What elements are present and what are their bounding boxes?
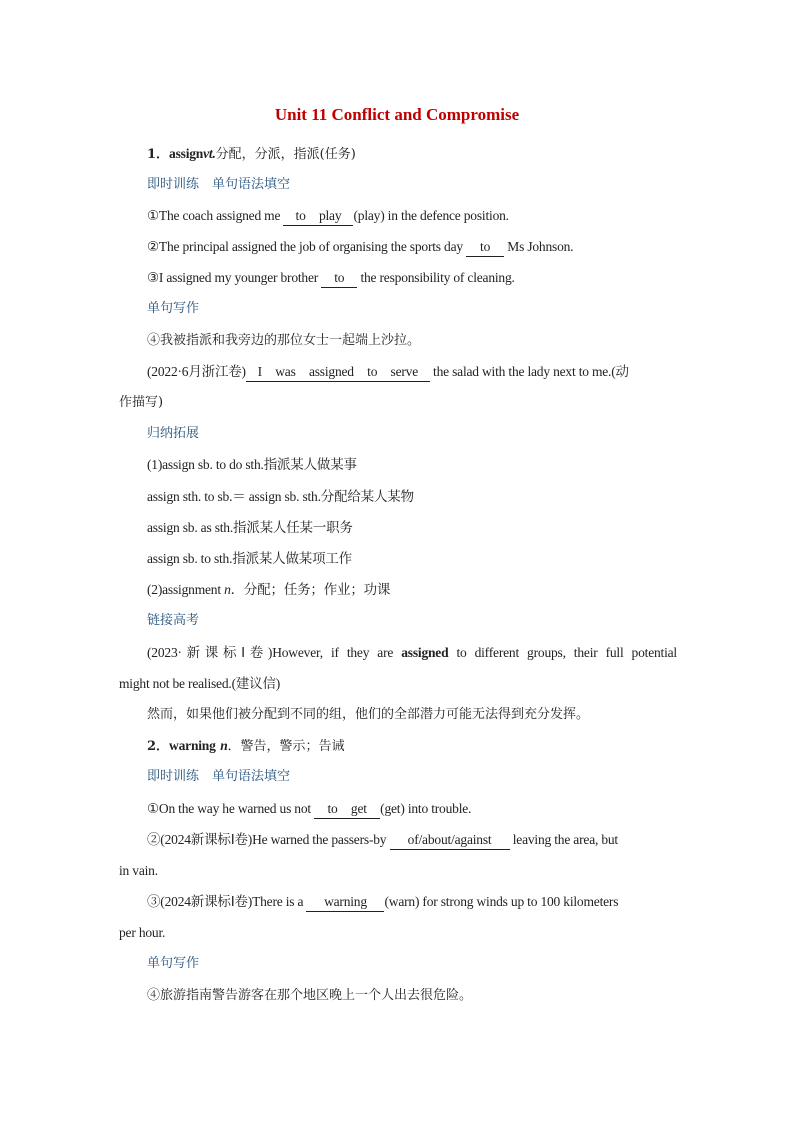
question-text: ①The coach assigned me <box>147 208 281 223</box>
answer-blank: to get <box>314 800 380 819</box>
question-text: (play) in the defence position. <box>353 208 509 223</box>
question-text: the responsibility of cleaning. <box>360 270 515 285</box>
question-2 <box>147 831 677 850</box>
example-text: (2023·新课标Ⅰ卷)However, if they are <box>147 645 394 660</box>
question-text: leaving the area, but <box>512 832 618 847</box>
question-2-continuation: in vain. <box>119 863 158 878</box>
writing-label: 单句写作 <box>147 956 200 971</box>
answer-blank: of/about/against <box>390 831 510 850</box>
summary-item: assign sb. as sth.指派某人任某一职务 <box>147 520 353 535</box>
answer-blank: I was assigned to serve <box>246 363 430 382</box>
answer-blank: to <box>321 269 357 288</box>
summary-item <box>147 581 677 599</box>
practice-label: 即时训练 单句语法填空 <box>147 769 291 784</box>
entry-number: 2． <box>147 739 170 754</box>
question-1 <box>147 207 677 226</box>
question-text: Ms Johnson. <box>507 239 574 254</box>
exam-example-continuation: might not be realised.(建议信) <box>119 676 281 691</box>
writing-label: 单句写作 <box>147 301 200 316</box>
answer-blank: to play <box>283 207 353 226</box>
practice-label: 即时训练 单句语法填空 <box>147 177 291 192</box>
question-2 <box>147 238 677 257</box>
question-text: ②(2024新课标Ⅰ卷)He warned the passers-by <box>147 832 387 847</box>
entry-pos: vt. <box>203 146 216 161</box>
summary-pos: n <box>224 582 231 597</box>
entry-definition: 分配，分派，指派(任务) <box>215 147 356 162</box>
entry-word: warning <box>169 738 216 753</box>
question-text: (warn) for strong winds up to 100 kilometers <box>384 894 619 909</box>
link-exam-label: 链接高考 <box>147 613 200 628</box>
question-text: ①On the way he warned us not <box>147 801 311 816</box>
entry-definition: ．警告，警示；告诫 <box>227 739 345 754</box>
question-text: ②The principal assigned the job of organising the sports day <box>147 239 463 254</box>
summary-item: assign sb. to sth.指派某人做某项工作 <box>147 551 352 566</box>
question-3-continuation: per hour. <box>119 925 166 940</box>
writing-answer-continuation: 作描写) <box>119 395 164 410</box>
entry-heading-assign <box>147 145 677 164</box>
answer-blank: warning <box>306 893 384 912</box>
entry-pos: n <box>220 738 228 753</box>
question-text: (get) into trouble. <box>380 801 472 816</box>
answer-blank: to <box>466 238 504 257</box>
entry-word: assign <box>169 146 204 161</box>
question-3 <box>147 893 677 912</box>
question-text: the salad with the lady next to me.(动 <box>433 364 629 379</box>
summary-item: (1)assign sb. to do sth.指派某人做某事 <box>147 457 357 472</box>
writing-answer-line <box>147 363 677 382</box>
source-tag: (2022·6月浙江卷) <box>147 364 246 379</box>
page-title: Unit 11 Conflict and Compromise <box>274 105 520 124</box>
summary-label: 归纳拓展 <box>147 426 200 441</box>
exam-translation: 然而，如果他们被分配到不同的组，他们的全部潜力可能无法得到充分发挥。 <box>147 707 590 722</box>
question-3 <box>147 269 677 288</box>
example-text: to different groups, their full potential <box>456 645 677 660</box>
question-1 <box>147 800 677 819</box>
writing-prompt: ④旅游指南警告游客在那个地区晚上一个人出去很危险。 <box>147 988 473 1003</box>
exam-example <box>147 644 677 662</box>
summary-item: assign sth. to sb.＝ assign sb. sth.分配给某人某物 <box>147 489 414 504</box>
summary-text: ．分配；任务；作业；功课 <box>230 582 391 597</box>
question-text: ③(2024新课标Ⅰ卷)There is a <box>147 894 304 909</box>
example-keyword: assigned <box>401 645 449 660</box>
summary-text: (2)assignment <box>147 582 225 597</box>
question-text: ③I assigned my younger brother <box>147 270 319 285</box>
writing-prompt: ④我被指派和我旁边的那位女士一起端上沙拉。 <box>147 333 421 348</box>
entry-heading-warning <box>147 737 677 756</box>
entry-number: 1． <box>147 147 170 162</box>
